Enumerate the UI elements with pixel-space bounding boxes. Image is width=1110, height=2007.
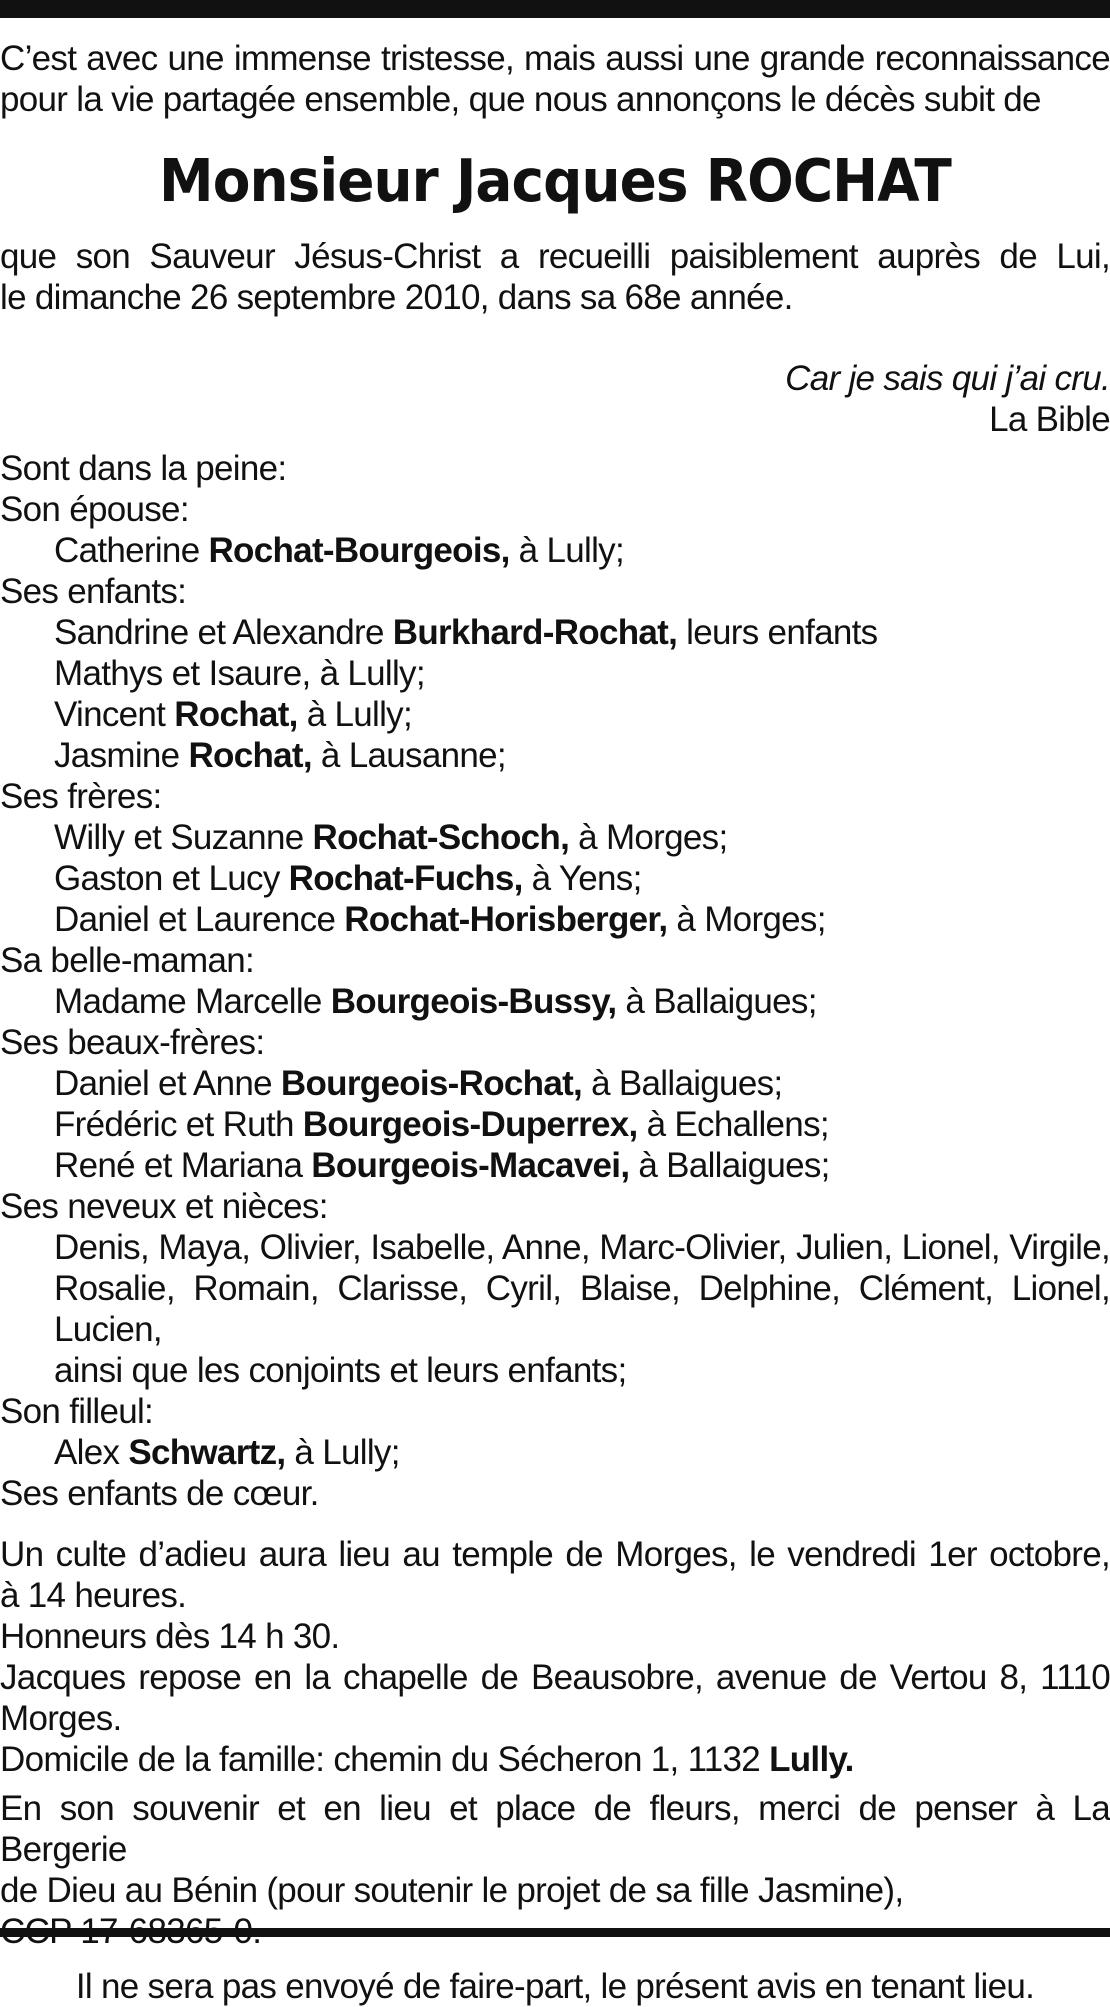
mourner-entry: Daniel et Anne Bourgeois-Rochat, à Ballaigues; [54, 1064, 783, 1103]
mourner-entry: René et Mariana Bourgeois-Macavei, à Ballaigues; [54, 1146, 830, 1185]
mourners-list [0, 448, 1110, 1514]
deceased-name: Monsieur Jacques ROCHAT [159, 146, 951, 215]
bottom-rule [0, 1928, 1110, 1937]
quote-source: La Bible [989, 400, 1110, 439]
closing-note: Il ne sera pas envoyé de faire-part, le présent avis en tenant lieu. [75, 1967, 1035, 2006]
relation-heading: Sont dans la peine: [0, 449, 287, 488]
mourner-entry: Willy et Suzanne Rochat-Schoch, à Morges; [54, 818, 728, 857]
rest-line-1: Jacques repose en la chapelle de Beausobre, avenue de Vertou 8, 1110 [0, 1658, 1110, 1697]
relation-heading: Ses enfants de cœur. [0, 1474, 319, 1513]
mourner-entry: Denis, Maya, Olivier, Isabelle, Anne, Marc-Olivier, Julien, Lionel, Virgile, [54, 1228, 1110, 1267]
mourner-entry: Frédéric et Ruth Bourgeois-Duperrex, à Echallens; [54, 1105, 829, 1144]
announce-line-1: que son Sauveur Jésus-Christ a recueilli paisiblement auprès de Lui, [0, 237, 1110, 276]
relation-heading: Son épouse: [0, 490, 189, 529]
honours-line: Honneurs dès 14 h 30. [0, 1617, 340, 1656]
intro-line-1: C’est avec une immense tristesse, mais aussi une grande reconnaissance [0, 39, 1110, 78]
mourner-entry: Daniel et Laurence Rochat-Horisberger, à Morges; [54, 900, 826, 939]
relation-heading: Ses neveux et nièces: [0, 1187, 328, 1226]
obituary-notice [0, 38, 1110, 2007]
mourner-entry: Alex Schwartz, à Lully; [54, 1433, 400, 1472]
donation-line-1: En son souvenir et en lieu et place de fleurs, merci de penser à La Bergerie [0, 1789, 1110, 1869]
family-address: Domicile de la famille: chemin du Sécheron 1, 1132 Lully. [0, 1740, 854, 1779]
announce-line-2: le dimanche 26 septembre 2010, dans sa 68e année. [0, 278, 793, 317]
bible-quote: Car je sais qui j’ai cru. [785, 359, 1110, 398]
mourner-entry: Vincent Rochat, à Lully; [54, 695, 413, 734]
intro-line-2: pour la vie partagée ensemble, que nous annonçons le décès subit de [0, 80, 1041, 119]
relation-heading: Ses beaux-frères: [0, 1023, 265, 1062]
mourner-entry: Madame Marcelle Bourgeois-Bussy, à Ballaigues; [54, 982, 817, 1021]
mourner-entry: Rosalie, Romain, Clarisse, Cyril, Blaise, Delphine, Clément, Lionel, Lucien, [54, 1269, 1110, 1349]
rest-line-2: Morges. [0, 1699, 122, 1738]
mourner-entry: Sandrine et Alexandre Burkhard-Rochat, leurs enfants [54, 613, 878, 652]
mourner-entry: ainsi que les conjoints et leurs enfants; [54, 1351, 627, 1390]
relation-heading: Son filleul: [0, 1392, 154, 1431]
mourner-entry: Catherine Rochat-Bourgeois, à Lully; [54, 531, 624, 570]
mourner-entry: Mathys et Isaure, à Lully; [54, 654, 425, 693]
service-line-2: à 14 heures. [0, 1576, 187, 1615]
relation-heading: Ses frères: [0, 777, 162, 816]
relation-heading: Ses enfants: [0, 572, 187, 611]
mourner-entry: Jasmine Rochat, à Lausanne; [54, 736, 506, 775]
service-line-1: Un culte d’adieu aura lieu au temple de Morges, le vendredi 1er octobre, [0, 1535, 1110, 1574]
mourner-entry: Gaston et Lucy Rochat-Fuchs, à Yens; [54, 859, 642, 898]
top-rule [0, 0, 1110, 18]
relation-heading: Sa belle-maman: [0, 941, 255, 980]
donation-line-2: de Dieu au Bénin (pour soutenir le projet de sa fille Jasmine), [0, 1871, 904, 1910]
